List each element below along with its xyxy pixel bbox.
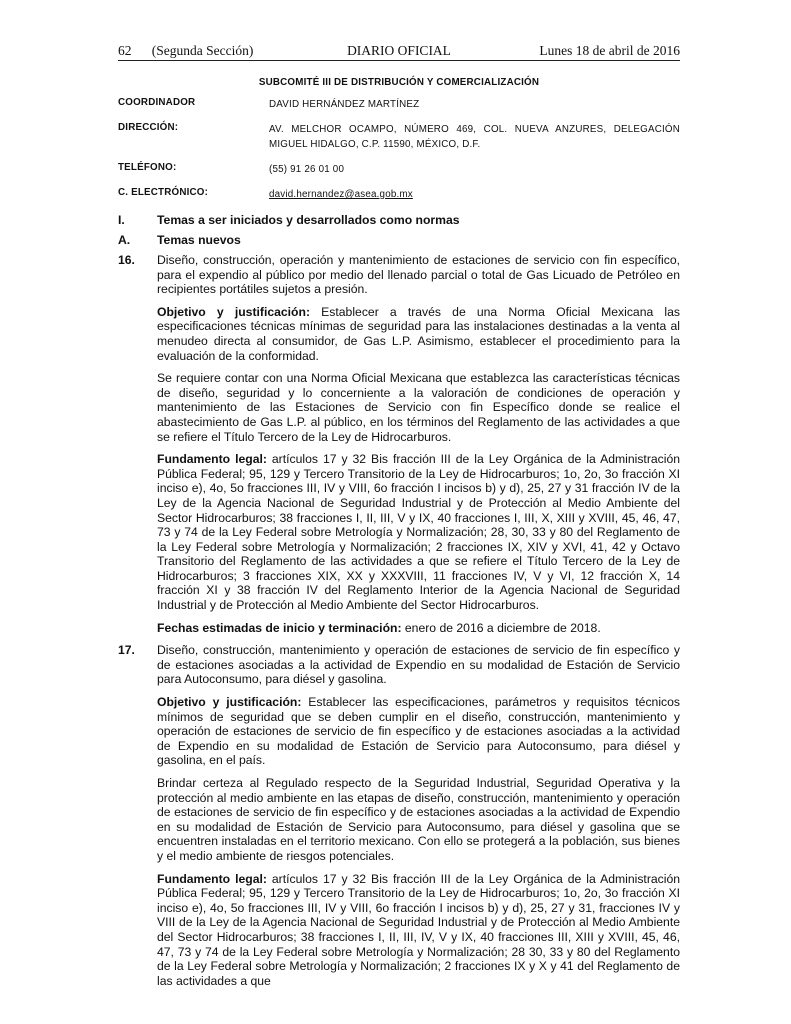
section-heading-a [118, 233, 680, 248]
contact-block [118, 97, 680, 212]
document-body [118, 213, 680, 996]
legal-basis-paragraph [157, 452, 680, 613]
item-number: 17. [118, 643, 135, 658]
item-number: 16. [118, 253, 135, 267]
email-label: C. ELECTRÓNICO: [118, 187, 209, 198]
dates-label: Fechas estimadas de inicio y terminación: [157, 620, 402, 635]
legal-basis-paragraph [157, 872, 680, 989]
objective-label: Objetivo y justificación: [157, 695, 302, 710]
subcommittee-title: SUBCOMITÉ III DE DISTRIBUCIÓN Y COMERCIALIZACIÓN [258, 77, 540, 88]
legal-basis-text: artículos 17 y 32 Bis fracción III de la Ley Orgánica de la Administración Pública Federal; 95, 129 y Tercero Transitorio de la Ley de Hidrocarburos; 1o, 2o, 3o fracción XI inciso e), 4o, 5o fracciones III, IV y VIII, 6o fracción I incisos b) y d), 25, 27 y 31 fracción IV de la Ley de la Agencia Nacional de Seguridad Industrial y de Protección al Medio Ambiente del Sector Hidrocarburos; 38 fracciones I, II, III, V y IX, 40 fracciones I, III, X, XIII y XVIII, 45, 46, 47, 73 y 74 de la Ley Federal sobre Metrología y Normalización; 28, 30, 33 y 80 del Reglamento de la Ley Federal sobre Metrología y Normalización; 2 fracciones IX, XIV y XVI, 41, 42 y Octavo Transitorio del Reglamento de las actividades a que se refiere el Título Tercero de la Ley de Hidrocarburos; 3 fracciones XIX, XX y XXXVIII, 11 fracciones IV, V y VI, 12 fracción X, 14 fracción XI y 38 fracción IV del Reglamento Interior de la Agencia Nacional de Seguridad Industrial y de Protección al Medio Ambiente del Sector Hidrocarburos. [157, 452, 681, 613]
phone-label: TELÉFONO: [118, 162, 177, 173]
address-row [118, 122, 680, 152]
legal-basis-label: Fundamento legal: [157, 871, 267, 886]
address-label: DIRECCIÓN: [118, 122, 179, 133]
coordinator-label: COORDINADOR [118, 97, 196, 108]
publication-title: DIARIO OFICIAL [347, 43, 451, 58]
section-number: I. [118, 213, 125, 227]
publication-date: Lunes 18 de abril de 2016 [539, 43, 680, 58]
legal-basis-text: artículos 17 y 32 Bis fracción III de la Ley Orgánica de la Administración Pública Federal; 95, 129 y Tercero Transitorio de la Ley de Hidrocarburos; 1o, 2o, 3o fracción XI inciso e), 4o, 5o fracciones III, IV y VIII, 6o fracción I incisos b) y d), 25, 27 y 31, fracciones IV y VIII de la Ley de la Agencia Nacional de Seguridad Industrial y de Protección al Medio Ambiente del Sector Hidrocarburos; 38 fracciones I, II, III, IV, V y IX, 40 fracciones III, XIII y XVIII, 45, 46, 47, 73 y 74 de la Ley Federal sobre Metrología y Normalización; 28 30, 33 y 80 del Reglamento de la Ley Federal sobre Metrología y Normalización; 2 fracciones IX y X y 41 del Reglamento de las actividades a que [157, 871, 681, 988]
address-value: AV. MELCHOR OCAMPO, NÚMERO 469, COL. NUEVA ANZURES, DELEGACIÓN MIGUEL HIDALGO, C.P. 11590, MÉXICO, D.F. [269, 124, 680, 150]
page-number-section: 62 (Segunda Sección) [118, 43, 254, 58]
dates-text: enero de 2016 a diciembre de 2018. [401, 620, 601, 635]
objective-paragraph [157, 305, 680, 363]
phone-row [118, 162, 680, 177]
coordinator-row [118, 97, 680, 112]
dates-paragraph [157, 621, 680, 636]
section-title: Temas a ser iniciados y desarrollados como normas [157, 213, 460, 227]
objective-paragraph [157, 695, 680, 768]
objective-text: Establecer a través de una Norma Oficial Mexicana las especificaciones técnicas mínimas de seguridad para las instalaciones destinadas a la venta al menudeo directa al consumidor, de Gas L.P. Asimismo, establecer el procedimiento para la evaluación de la conformidad. [157, 304, 680, 363]
section-heading-i [118, 213, 680, 228]
item-title: Diseño, construcción, mantenimiento y operación de estaciones de servicio de fin específico y de estaciones asociadas a la actividad de Expendio en su modalidad de Estación de Servicio para Autoconsumo, para diésel y gasolina. [157, 643, 680, 687]
coordinator-value: DAVID HERNÁNDEZ MARTÍNEZ [269, 99, 420, 110]
justification-paragraph: Se requiere contar con una Norma Oficial Mexicana que establezca las características técnicas de diseño, seguridad y lo concerniente a la valoración de condiciones de operación y mantenimiento de las Estaciones de Servicio con fin Específico donde se realice el abastecimiento de Gas L.P. al público, en los términos del Reglamento de las actividades a que se refiere el Título Tercero de la Ley de Hidrocarburos. [157, 371, 680, 444]
page-header [118, 42, 680, 61]
objective-text: Establecer las especificaciones, parámetros y requisitos técnicos mínimos de seguridad que se deben cumplir en el diseño, construcción, mantenimiento y operación de estaciones de servicio de fin específico y de estaciones asociadas a la actividad de Expendio en su modalidad de Estación de Servicio para Autoconsumo, para diésel y gasolina, en el país. [157, 695, 680, 768]
topic-item-16 [118, 253, 680, 635]
email-link[interactable]: david.hernandez@asea.gob.mx [269, 189, 413, 200]
justification-paragraph: Brindar certeza al Regulado respecto de la Seguridad Industrial, Seguridad Operativa y la protección al medio ambiente en las etapas de diseño, construcción, mantenimiento y operación de estaciones de servicio de fin específico y de estaciones asociadas a la actividad de Expendio en su modalidad de Estación de Servicio para Autoconsumo, para diésel y gasolina que se encuentren instaladas en el territorio mexicano. Con ello se protegerá a la población, sus bienes y el medio ambiente de riesgos potenciales. [157, 776, 680, 863]
item-title: Diseño, construcción, operación y mantenimiento de estaciones de servicio con fin específico, para el expendio al público por medio del llenado parcial o total de Gas Licuado de Petróleo en recipientes portátiles sujetos a presión. [157, 253, 680, 297]
topic-item-17 [118, 643, 680, 988]
legal-basis-label: Fundamento legal: [157, 452, 267, 467]
phone-value: (55) 91 26 01 00 [269, 164, 345, 175]
email-row [118, 187, 680, 202]
section-title: Temas nuevos [157, 233, 241, 247]
section-number: A. [118, 233, 131, 247]
objective-label: Objetivo y justificación: [157, 304, 311, 319]
